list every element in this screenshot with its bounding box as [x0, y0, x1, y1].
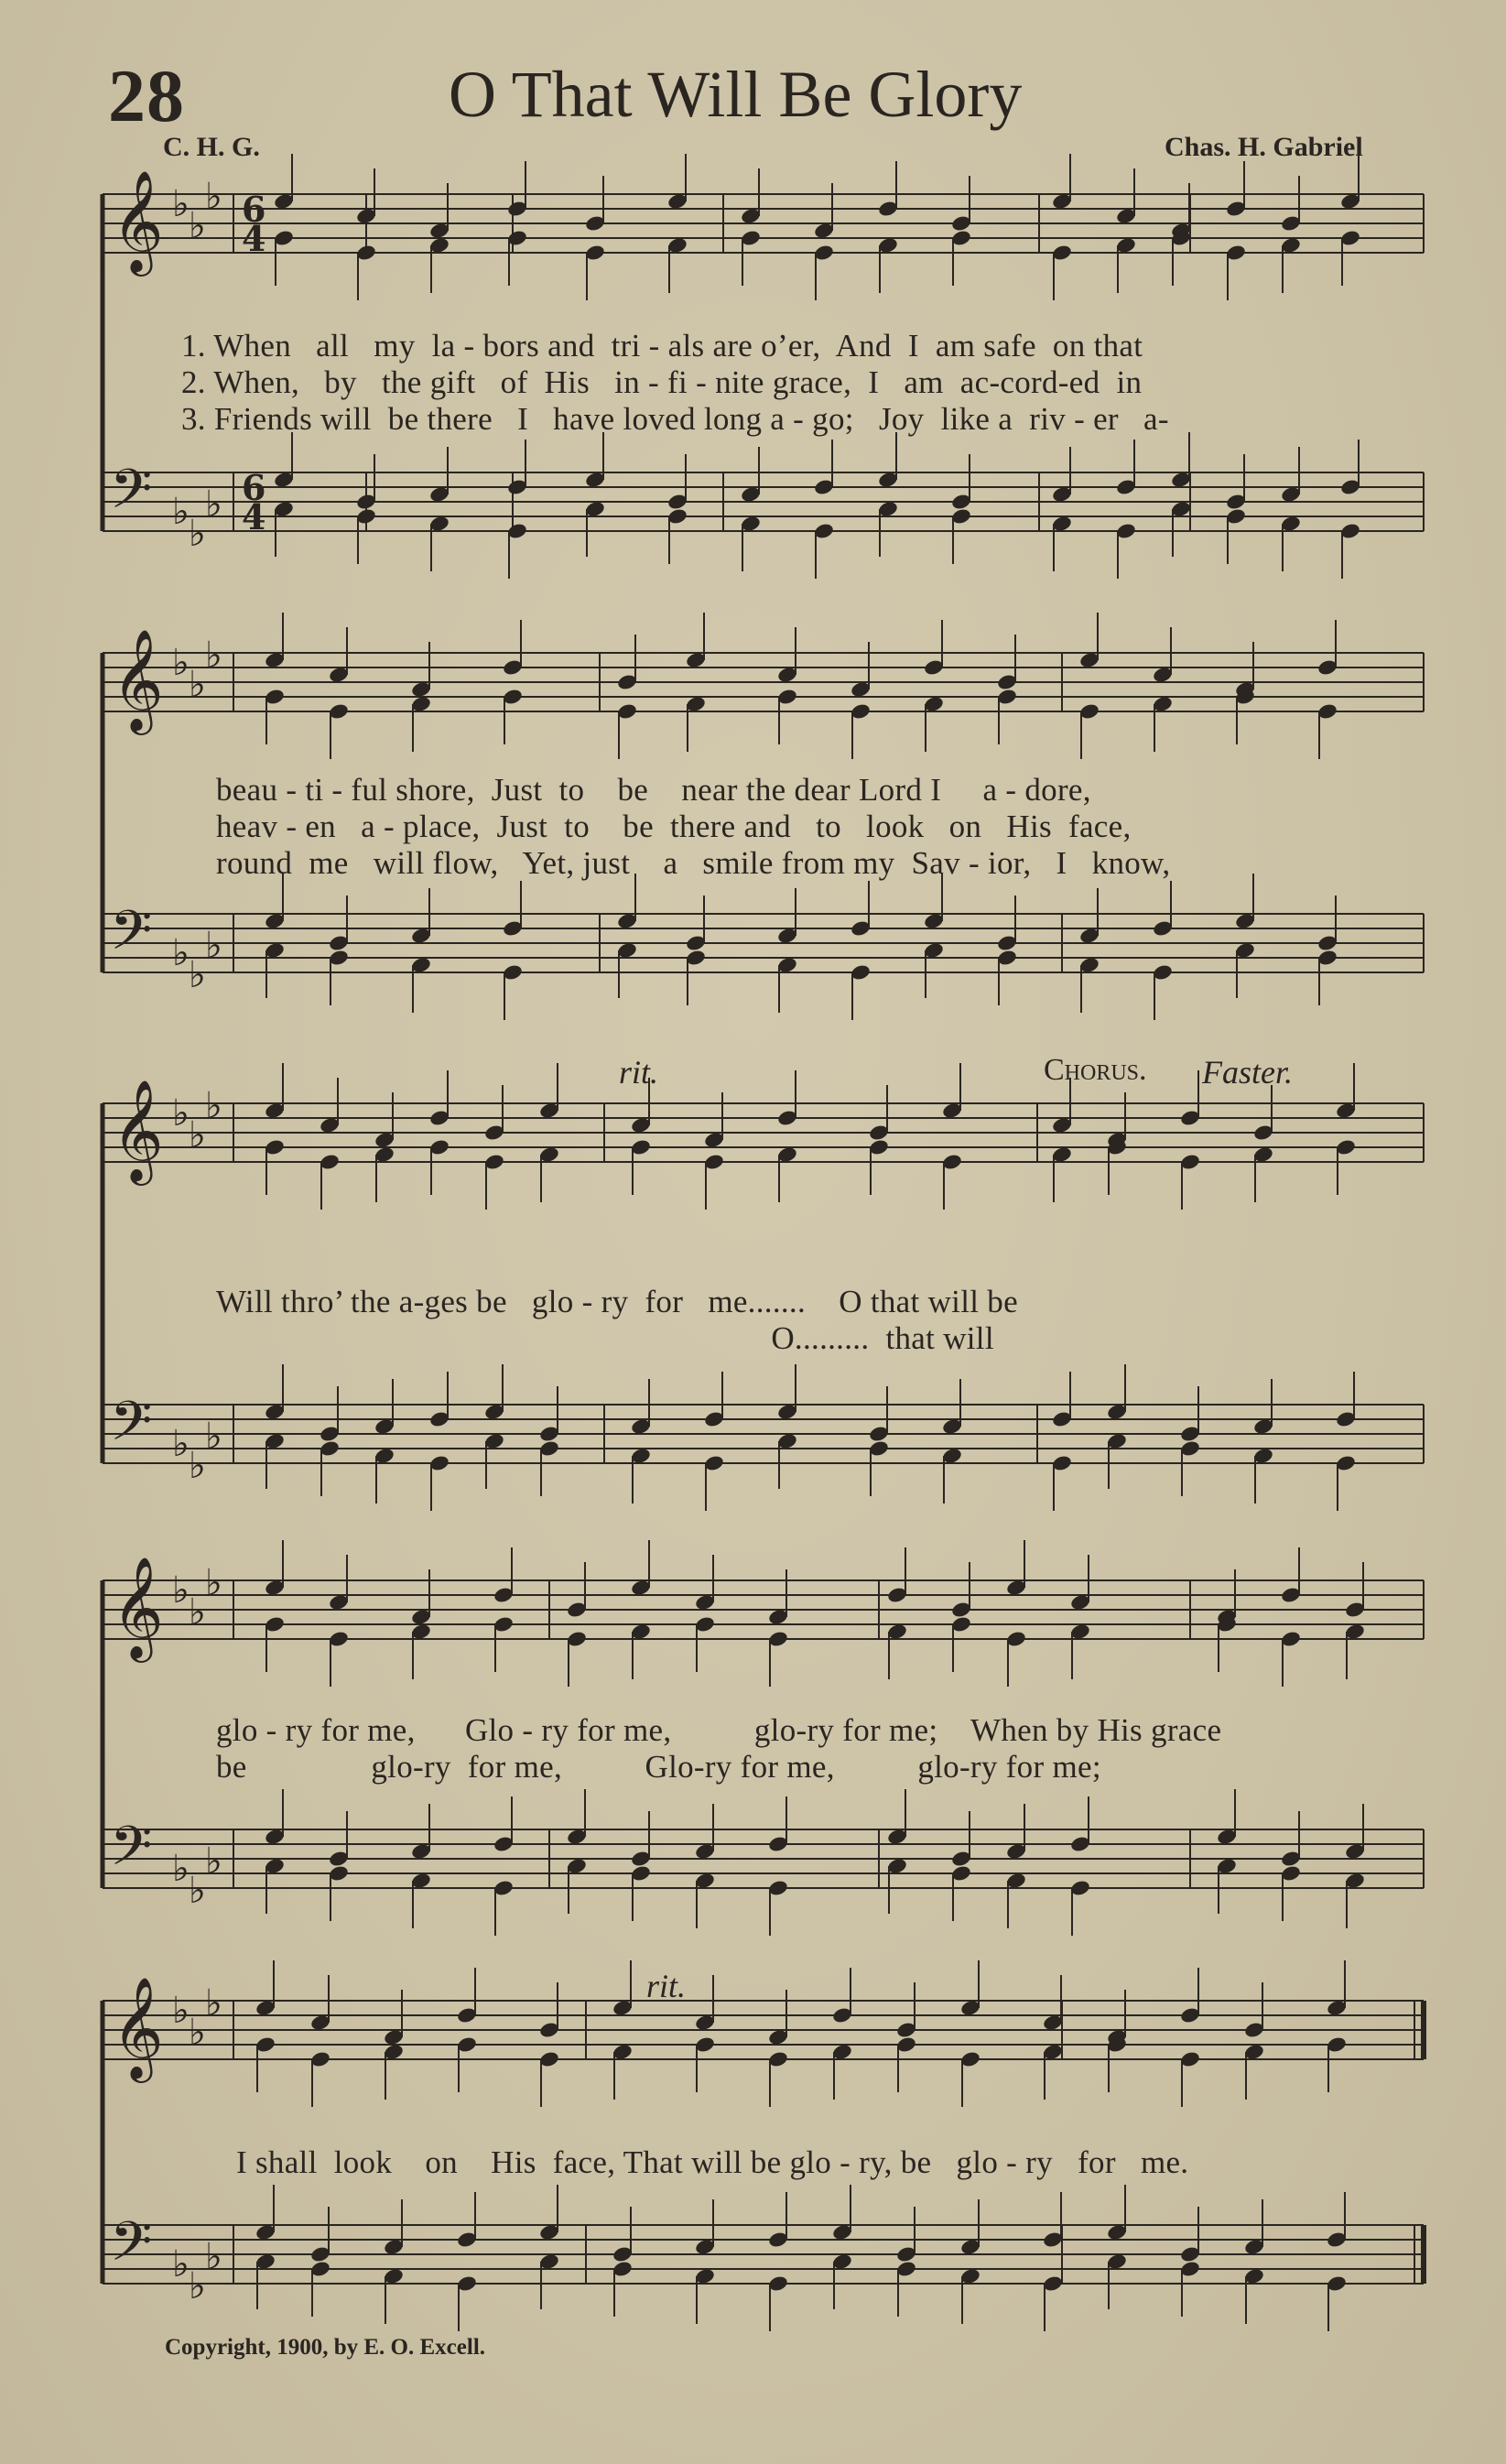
lyric-line: 2. When, by the gift of His in - fi - nite grace, I am ac-cord-ed in [181, 364, 1143, 400]
flat-icon: ♭ [172, 932, 190, 974]
treble-clef-icon: 𝄞 [112, 1976, 164, 2079]
flat-icon: ♭ [205, 1085, 222, 1127]
treble-clef-icon: 𝄞 [112, 1556, 164, 1658]
flat-icon: ♭ [205, 483, 222, 526]
flat-icon: ♭ [189, 954, 206, 996]
lyric-line: 1. When all my la - bors and tri - als are o’er, And I am safe on that [181, 328, 1143, 364]
ritardando-marking: rit. [646, 1968, 687, 2004]
flat-icon: ♭ [205, 925, 222, 967]
flat-icon: ♭ [189, 205, 206, 247]
chorus-label: Chorus. [1044, 1053, 1147, 1087]
treble-clef-icon: 𝄞 [112, 169, 164, 272]
flat-icon: ♭ [189, 2012, 206, 2054]
flat-icon: ♭ [172, 1423, 190, 1465]
flat-icon: ♭ [172, 642, 190, 684]
flat-icon: ♭ [205, 176, 222, 218]
flat-icon: ♭ [189, 513, 206, 555]
lyric-line: 3. Friends will be there I have loved long a - go; Joy like a riv - er a- [181, 401, 1169, 437]
bass-clef-icon: 𝄢 [110, 1814, 153, 1891]
flat-icon: ♭ [189, 1445, 206, 1487]
time-signature: 4 [242, 496, 266, 537]
copyright-notice: Copyright, 1900, by E. O. Excell. [165, 2335, 486, 2360]
flat-icon: ♭ [205, 1562, 222, 1604]
flat-icon: ♭ [205, 1840, 222, 1883]
flat-icon: ♭ [205, 1416, 222, 1458]
bass-clef-icon: 𝄢 [110, 457, 153, 534]
flat-icon: ♭ [172, 1990, 190, 2032]
flat-icon: ♭ [205, 1982, 222, 2024]
time-signature: 6 [242, 189, 266, 230]
author-credit: C. H. G. [163, 132, 260, 162]
bass-clef-icon: 𝄢 [110, 898, 153, 975]
lyric-line: heav - en a - place, Just to be there and to look on His face, [216, 809, 1132, 844]
flat-icon: ♭ [172, 1848, 190, 1890]
flat-icon: ♭ [189, 1114, 206, 1156]
flat-icon: ♭ [189, 1591, 206, 1634]
lyric-line: I shall look on His face, That will be glo - ry, be glo - ry for me. [236, 2144, 1189, 2180]
composer-credit: Chas. H. Gabriel [1165, 132, 1363, 162]
time-signature: 4 [242, 218, 266, 259]
flat-icon: ♭ [189, 1870, 206, 1912]
ritardando-marking: rit. [619, 1054, 659, 1091]
lyric-line: O......... that will [216, 1320, 994, 1356]
flat-icon: ♭ [172, 1569, 190, 1612]
flat-icon: ♭ [189, 2265, 206, 2307]
treble-clef-icon: 𝄞 [112, 1079, 164, 1181]
bass-clef-icon: 𝄢 [110, 1389, 153, 1466]
lyric-line: glo - ry for me, Glo - ry for me, glo-ry for me; When by His grace [216, 1712, 1222, 1748]
bass-clef-icon: 𝄢 [110, 2209, 153, 2286]
lyric-line: Will thro’ the a-ges be glo - ry for me....... O that will be [216, 1284, 1018, 1319]
lyric-line: be glo-ry for me, Glo-ry for me, glo-ry for me; [216, 1749, 1101, 1785]
hymn-number: 28 [108, 54, 185, 137]
tempo-marking: Faster. [1202, 1054, 1293, 1091]
lyric-line: round me will flow, Yet, just a smile from my Sav - ior, I know, [216, 845, 1171, 881]
flat-icon: ♭ [189, 664, 206, 706]
hymn-title: O That Will Be Glory [449, 58, 1023, 131]
flat-icon: ♭ [172, 491, 190, 533]
flat-icon: ♭ [172, 1092, 190, 1134]
flat-icon: ♭ [205, 635, 222, 677]
flat-icon: ♭ [172, 2243, 190, 2285]
lyric-line: beau - ti - ful shore, Just to be near the dear Lord I a - dore, [216, 772, 1091, 808]
treble-clef-icon: 𝄞 [112, 628, 164, 731]
time-signature: 6 [242, 467, 266, 508]
flat-icon: ♭ [205, 2236, 222, 2278]
flat-icon: ♭ [172, 183, 190, 225]
